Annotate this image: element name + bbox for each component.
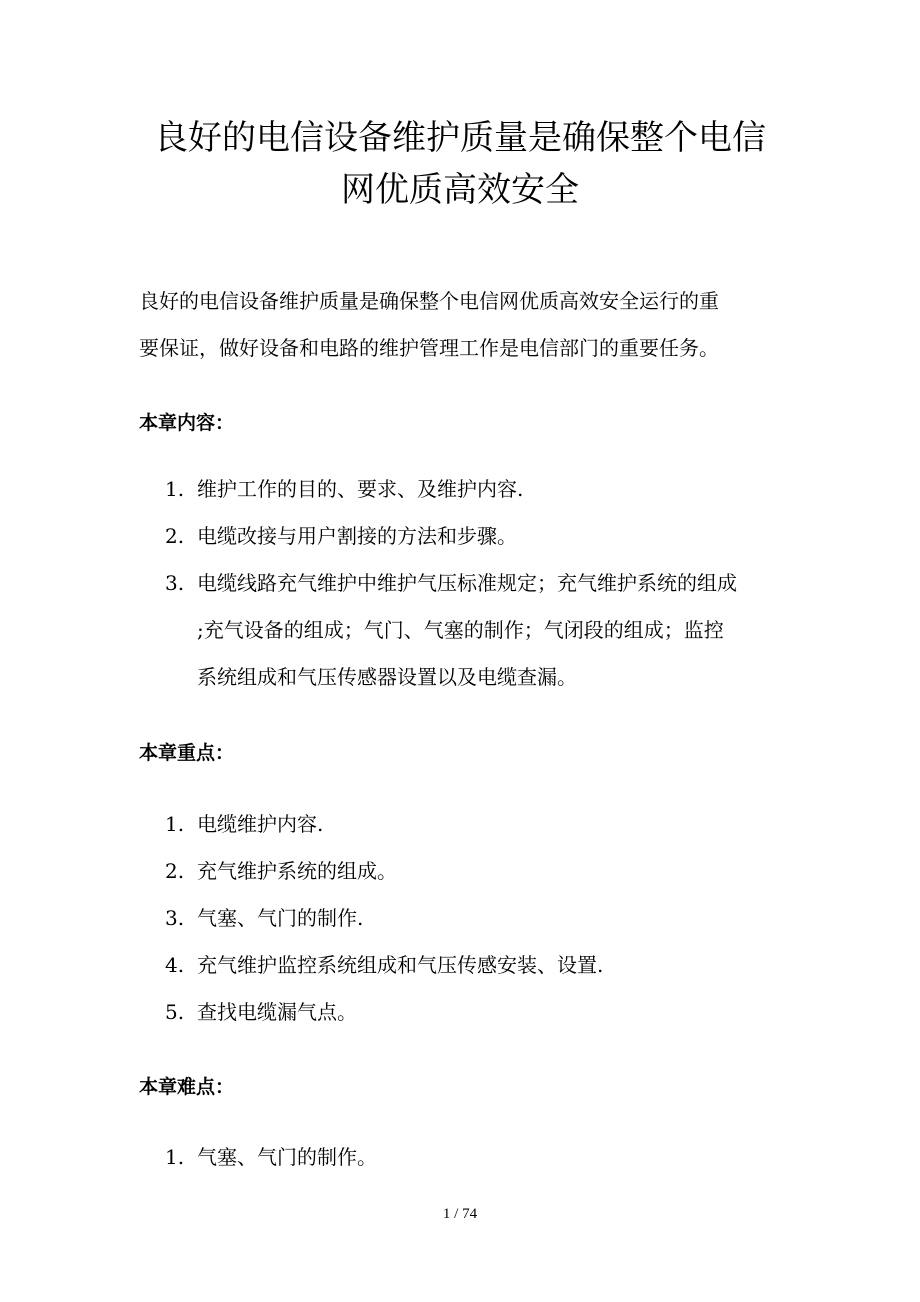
list-text: 查找电缆漏气点。: [197, 1000, 357, 1024]
section-heading-key-points: 本章重点：: [139, 742, 235, 764]
list-number: 3.: [165, 571, 185, 595]
list-text: ;充气设备的组成；气门、气塞的制作；气闭段的组成；监控: [197, 618, 724, 642]
list-text: 电缆维护内容.: [197, 812, 324, 836]
intro-line: 要保证，做好设备和电路的维护管理工作是电信部门的重要任务。: [139, 336, 719, 360]
list-text: 系统组成和气压传感器设置以及电缆查漏。: [197, 665, 577, 689]
content-list: [165, 466, 805, 701]
page-indicator: 1 / 74: [442, 1206, 478, 1222]
list-number: 1.: [165, 812, 185, 836]
list-item: [165, 1134, 805, 1181]
section-heading-content: 本章内容：: [139, 412, 235, 434]
list-item: [165, 942, 805, 989]
list-number: 1.: [165, 1145, 185, 1169]
list-item: [165, 466, 805, 513]
difficulties-list: [165, 1134, 805, 1181]
intro-line: 良好的电信设备维护质量是确保整个电信网优质高效安全运行的重: [139, 289, 719, 313]
list-text: 气塞、气门的制作。: [197, 1145, 377, 1169]
list-text: 充气维护监控系统组成和气压传感安装、设置.: [197, 953, 604, 977]
title-line: 网优质高效安全: [341, 170, 579, 210]
intro-paragraph: [139, 278, 799, 372]
list-text: 电缆改接与用户割接的方法和步骤。: [197, 524, 517, 548]
key-points-list: [165, 801, 805, 1036]
list-number: 1.: [165, 477, 185, 501]
list-text: 维护工作的目的、要求、及维护内容.: [197, 477, 524, 501]
document-title: [0, 112, 920, 216]
list-item: [165, 560, 805, 701]
list-text: 气塞、气门的制作.: [197, 906, 364, 930]
list-text: 充气维护系统的组成。: [197, 859, 397, 883]
list-number: 3.: [165, 906, 185, 930]
list-text: 电缆线路充气维护中维护气压标准规定；充气维护系统的组成: [197, 571, 737, 595]
list-item: [165, 989, 805, 1036]
list-item: [165, 895, 805, 942]
list-number: 5.: [165, 1000, 185, 1024]
list-number: 2.: [165, 524, 185, 548]
list-item: [165, 801, 805, 848]
title-line: 良好的电信设备维护质量是确保整个电信: [154, 118, 766, 158]
list-number: 2.: [165, 859, 185, 883]
list-number: 4.: [165, 953, 185, 977]
list-item: [165, 513, 805, 560]
list-item: [165, 848, 805, 895]
section-heading-difficulties: 本章难点：: [139, 1076, 235, 1098]
